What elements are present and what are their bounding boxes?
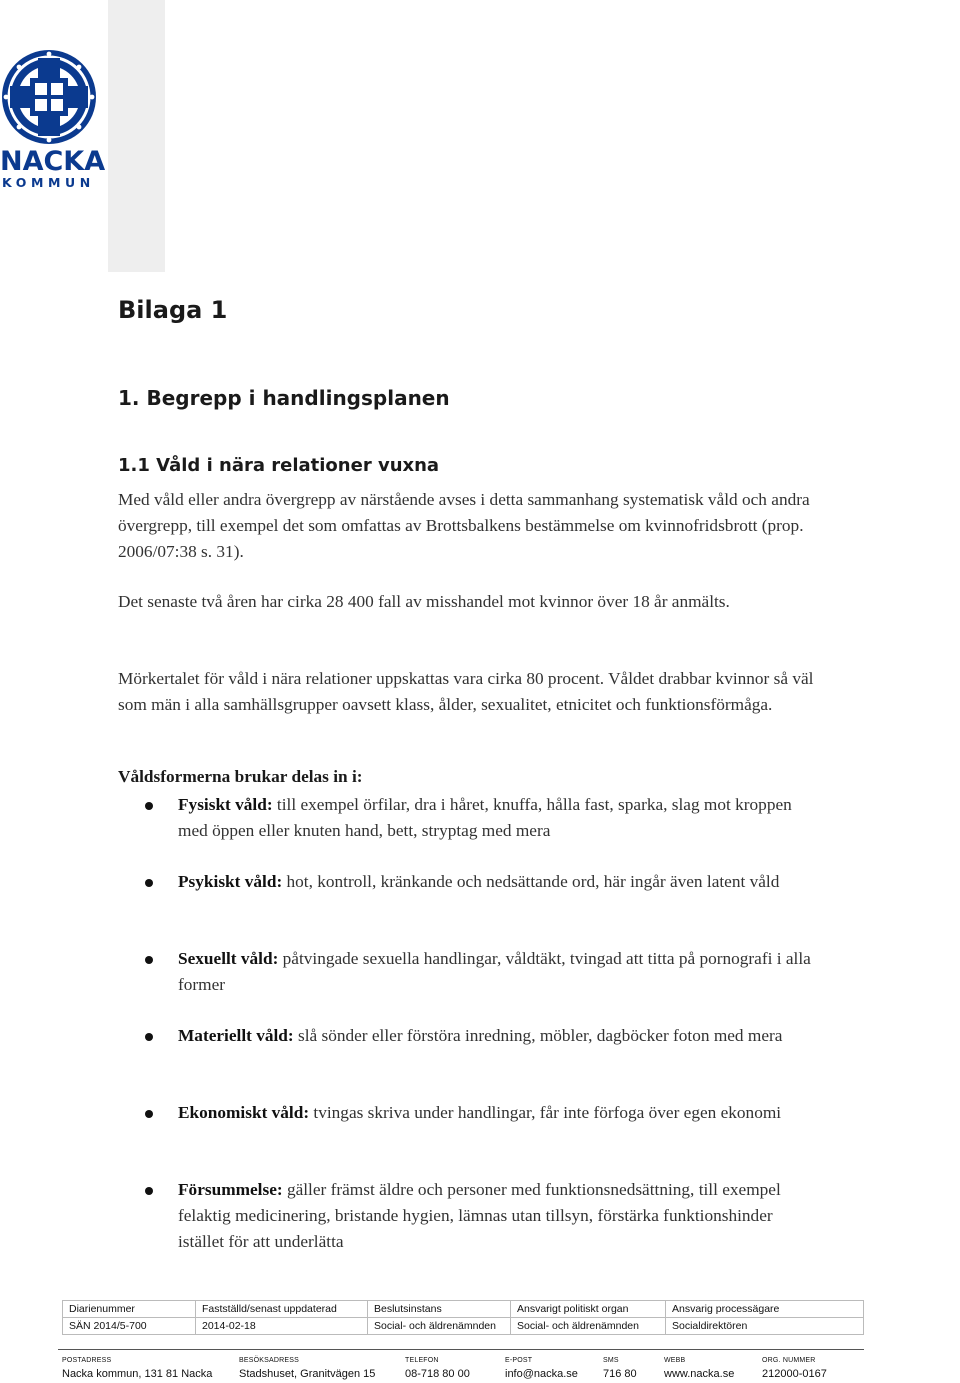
footer-value: 08-718 80 00 <box>405 1368 470 1380</box>
footer-postal-address <box>62 1356 212 1381</box>
list-item-term: Materiellt våld: <box>178 1026 294 1045</box>
bullet-icon <box>145 879 153 887</box>
footer-value: www.nacka.se <box>664 1368 735 1380</box>
list-item-text: gäller främst äldre och personer med funktionsnedsättning, till exempel felaktig medicinering, bristande hygien, lämnas utan tillsyn, förstärka funktionshinder istället för att underlätta <box>178 1180 781 1251</box>
table-cell: Social- och äldrenämnden <box>368 1318 511 1335</box>
list-item-text: påtvingade sexuella handlingar, våldtäkt, tvingad att titta på pornografi i alla former <box>178 949 811 994</box>
logo-graphic <box>0 0 165 272</box>
list-item-text: tvingas skriva under handlingar, får inte förfoga över egen ekonomi <box>309 1103 782 1122</box>
list-item <box>178 869 818 895</box>
bullet-icon <box>145 956 153 964</box>
table-row <box>63 1318 864 1335</box>
footer-org-number <box>762 1356 827 1381</box>
list-item-term: Försummelse: <box>178 1180 283 1199</box>
footer-web <box>664 1356 734 1381</box>
table-header-cell: Fastställd/senast uppdaterad <box>196 1301 368 1318</box>
logo-name: NACKA <box>0 146 106 177</box>
list-item <box>178 946 818 998</box>
paragraph-dark-figure: Mörkertalet för våld i nära relationer uppskattas vara cirka 80 procent. Våldet drabbar kvinnor så väl som män i alla samhällsgrupper oavsett klass, ålder, sexualitet, etnicitet och funktionsförmåga. <box>118 669 814 714</box>
table-cell: Socialdirektören <box>666 1318 864 1335</box>
list-item <box>178 1100 818 1126</box>
table-header-cell: Ansvarig processägare <box>666 1301 864 1318</box>
footer-label: ORG. NUMMER <box>762 1357 816 1364</box>
list-item-term: Sexuellt våld: <box>178 949 279 968</box>
footer-label: E-POST <box>505 1357 533 1364</box>
bullet-icon <box>145 1187 153 1195</box>
footer-label: POSTADRESS <box>62 1357 112 1364</box>
subsection-heading: 1.1 Våld i nära relationer vuxna <box>118 455 440 476</box>
forms-heading: Våldsformerna brukar delas in i: <box>118 767 363 786</box>
footer-label: TELEFON <box>405 1357 439 1364</box>
bullet-icon <box>145 802 153 810</box>
list-item-text: slå sönder eller förstöra inredning, möbler, dagböcker foton med mera <box>293 1026 783 1045</box>
table-header-cell: Beslutsinstans <box>368 1301 511 1318</box>
table-header-cell: Ansvarigt politiskt organ <box>511 1301 666 1318</box>
footer-email <box>505 1356 578 1381</box>
paragraph-definition: Med våld eller andra övergrepp av närstående avses i detta sammanhang systematisk våld och andra övergrepp, till exempel det som omfattas av Brottsbalkens bestämmelse om kvinnofridsbrott (prop. 2006/07:38 s. 31). <box>118 490 810 561</box>
footer-value: 212000-0167 <box>762 1368 827 1380</box>
table-header-cell: Diarienummer <box>63 1301 196 1318</box>
list-item-term: Ekonomiskt våld: <box>178 1103 310 1122</box>
footer-label: WEBB <box>664 1357 686 1364</box>
list-item <box>178 1023 818 1049</box>
footer-value: Nacka kommun, 131 81 Nacka <box>62 1368 213 1380</box>
table-cell: Social- och äldrenämnden <box>511 1318 666 1335</box>
logo-subtitle: KOMMUN <box>2 175 95 190</box>
list-item-term: Fysiskt våld: <box>178 795 273 814</box>
list-item-text: till exempel örfilar, dra i håret, knuffa, hålla fast, sparka, slag mot kroppen med öppen eller knuten hand, bett, stryptag med mera <box>178 795 792 840</box>
footer-label: BESÖKSADRESS <box>239 1357 299 1364</box>
footer-divider <box>58 1349 864 1350</box>
footer-value: 716 80 <box>603 1368 637 1380</box>
bullet-icon <box>145 1033 153 1041</box>
footer-sms <box>603 1356 637 1381</box>
footer-phone <box>405 1356 470 1381</box>
footer-visiting-address <box>239 1356 375 1381</box>
footer-value: Stadshuset, Granitvägen 15 <box>239 1368 376 1380</box>
list-item-term: Psykiskt våld: <box>178 872 283 891</box>
table-header-row <box>63 1301 864 1318</box>
nacka-kommun-logo <box>0 0 165 272</box>
footer-label: SMS <box>603 1357 619 1364</box>
table-cell: 2014-02-18 <box>196 1318 368 1335</box>
list-item <box>178 1177 818 1255</box>
page-title: Bilaga 1 <box>118 296 228 324</box>
list-item-text: hot, kontroll, kränkande och nedsättande ord, här ingår även latent våld <box>282 872 780 891</box>
paragraph-statistics: Det senaste två åren har cirka 28 400 fall av misshandel mot kvinnor över 18 år anmälts. <box>118 592 730 611</box>
list-item <box>178 792 818 844</box>
section-heading: 1. Begrepp i handlingsplanen <box>118 386 450 410</box>
table-cell: SÄN 2014/5-700 <box>63 1318 196 1335</box>
bullet-icon <box>145 1110 153 1118</box>
crest-icon <box>2 50 96 144</box>
document-metadata-table <box>62 1300 864 1335</box>
footer-value: info@nacka.se <box>505 1368 578 1380</box>
